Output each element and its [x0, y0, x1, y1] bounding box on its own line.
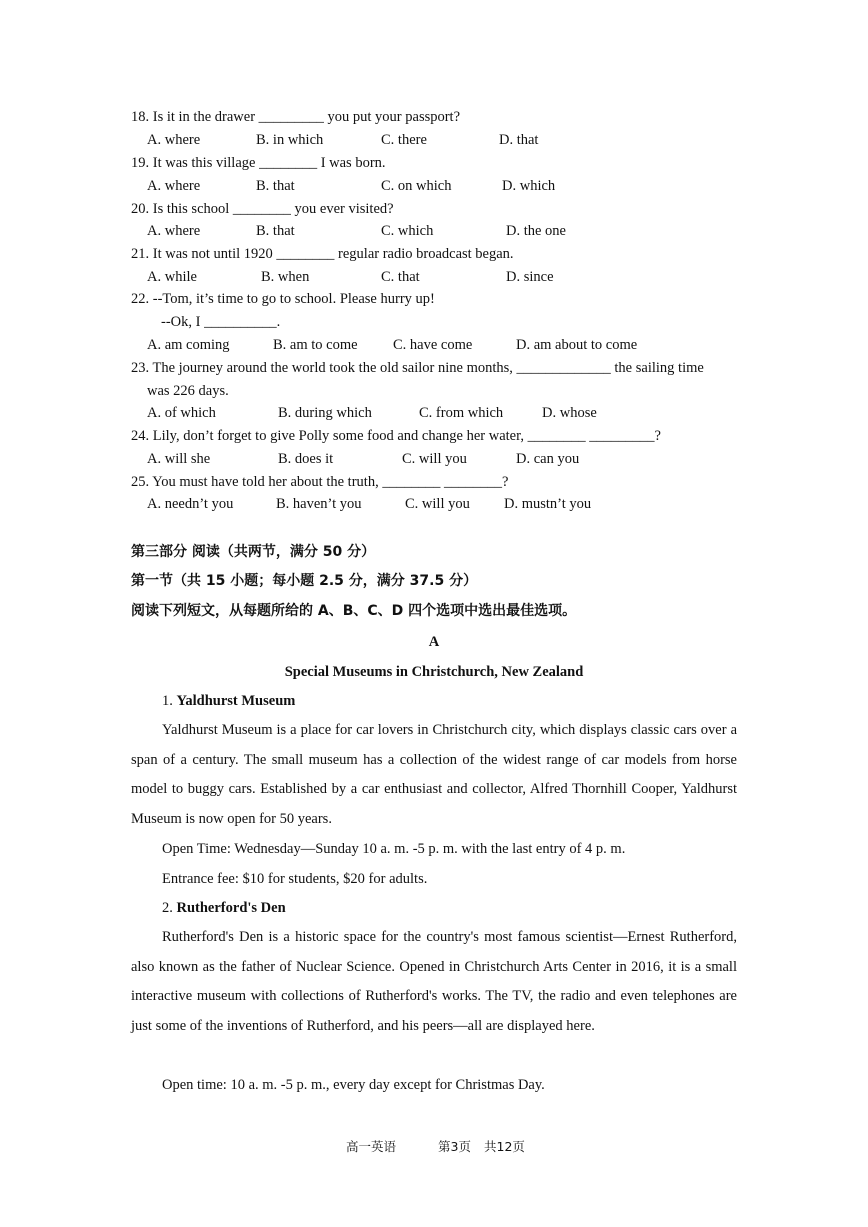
question-20-option-a: A. where	[147, 223, 201, 239]
question-23-option-b: B. during which	[278, 405, 372, 421]
museum-1-description: Yaldhurst Museum is a place for car lovers in Christchurch city, which displays classic cars over a span of a century. The small museum has a collection of the widest range of car models from horse model to buggy cars. Established by a car enthusiast and collector, Alfred Thornhill Cooper, Yaldhurst Museum is now open for 50 years.	[131, 722, 737, 827]
question-24-option-b: B. does it	[278, 451, 334, 467]
question-20-stem: 20. Is this school ________ you ever visited?	[131, 201, 394, 217]
question-24-option-d: D. can you	[516, 451, 580, 467]
question-20-option-d: D. the one	[506, 223, 566, 239]
passage-letter: A	[428, 634, 440, 650]
question-18-option-c: C. there	[381, 132, 427, 148]
question-18-option-b: B. in which	[256, 132, 324, 148]
museum-2-open-time: Open time: 10 a. m. -5 p. m., every day except for Christmas Day.	[162, 1077, 545, 1093]
question-19-option-a: A. where	[147, 178, 201, 194]
question-23-option-d: D. whose	[542, 405, 597, 421]
question-24-option-a: A. will she	[147, 451, 211, 467]
question-18-option-a: A. where	[147, 132, 201, 148]
question-25-option-b: B. haven’t you	[276, 496, 362, 512]
reading-instruction: 阅读下列短文，从每题所给的 A、B、C、D 四个选项中选出最佳选项。	[131, 603, 577, 619]
passage-title: Special Museums in Christchurch, New Zealand	[284, 664, 584, 680]
question-25-option-a: A. needn’t you	[147, 496, 234, 512]
question-19-option-d: D. which	[502, 178, 556, 194]
question-21-option-a: A. while	[147, 269, 197, 285]
museum-1-number: 1.	[162, 693, 173, 709]
question-20-option-b: B. that	[256, 223, 295, 239]
museum-1-entrance-fee: Entrance fee: $10 for students, $20 for adults.	[162, 871, 428, 887]
question-19-option-c: C. on which	[381, 178, 452, 194]
question-25-option-d: D. mustn’t you	[504, 496, 592, 512]
question-24-stem: 24. Lily, don’t forget to give Polly some food and change her water, ________ _________?	[131, 428, 661, 444]
question-21-stem: 21. It was not until 1920 ________ regular radio broadcast began.	[131, 246, 514, 262]
question-22-stem-reply: --Ok, I __________.	[161, 314, 281, 330]
museum-2-heading	[162, 899, 286, 917]
question-23-option-a: A. of which	[147, 405, 216, 421]
question-22-option-c: C. have come	[393, 337, 473, 353]
footer-page-number: 第3页	[438, 1139, 471, 1154]
footer-subject: 高一英语	[346, 1139, 397, 1154]
question-21-option-b: B. when	[261, 269, 310, 285]
museum-2-name: Rutherford's Den	[176, 900, 286, 916]
question-23-stem: 23. The journey around the world took the old sailor nine months, _____________ the sailing time	[131, 360, 704, 376]
question-21-option-d: D. since	[506, 269, 554, 285]
question-18-stem: 18. Is it in the drawer _________ you put your passport?	[131, 109, 461, 125]
question-23-option-c: C. from which	[419, 405, 504, 421]
question-22-option-d: D. am about to come	[516, 337, 638, 353]
museum-2-number: 2.	[162, 900, 173, 916]
question-25-stem: 25. You must have told her about the truth, ________ ________?	[131, 474, 509, 490]
question-23-stem-continued: was 226 days.	[147, 383, 229, 399]
question-19-stem: 19. It was this village ________ I was born.	[131, 155, 386, 171]
question-21-option-c: C. that	[381, 269, 420, 285]
museum-1-heading	[162, 692, 295, 710]
museum-2-description: Rutherford's Den is a historic space for the country's most famous scientist—Ernest Rutherford, also known as the father of Nuclear Science. Opened in Christchurch Arts Center in 2016, it is a small interactive museum with collections of Rutherford's works. The TV, the radio and even telephones are just some of the inventions of Rutherford, and his peers—all are displayed here.	[131, 929, 737, 1034]
question-22-option-b: B. am to come	[273, 337, 358, 353]
question-24-option-c: C. will you	[402, 451, 467, 467]
question-18-option-d: D. that	[499, 132, 539, 148]
question-22-option-a: A. am coming	[147, 337, 230, 353]
part-title: 第三部分 阅读（共两节，满分 50 分）	[131, 544, 376, 560]
question-25-option-c: C. will you	[405, 496, 470, 512]
museum-1-open-time: Open Time: Wednesday—Sunday 10 a. m. -5 p. m. with the last entry of 4 p. m.	[162, 841, 626, 857]
subsection-title: 第一节（共 15 小题；每小题 2.5 分，满分 37.5 分）	[131, 573, 478, 589]
question-19-option-b: B. that	[256, 178, 295, 194]
question-20-option-c: C. which	[381, 223, 434, 239]
museum-1-name: Yaldhurst Museum	[176, 693, 296, 709]
question-22-stem: 22. --Tom, it’s time to go to school. Please hurry up!	[131, 291, 435, 307]
footer-total-pages: 共12页	[484, 1139, 525, 1154]
